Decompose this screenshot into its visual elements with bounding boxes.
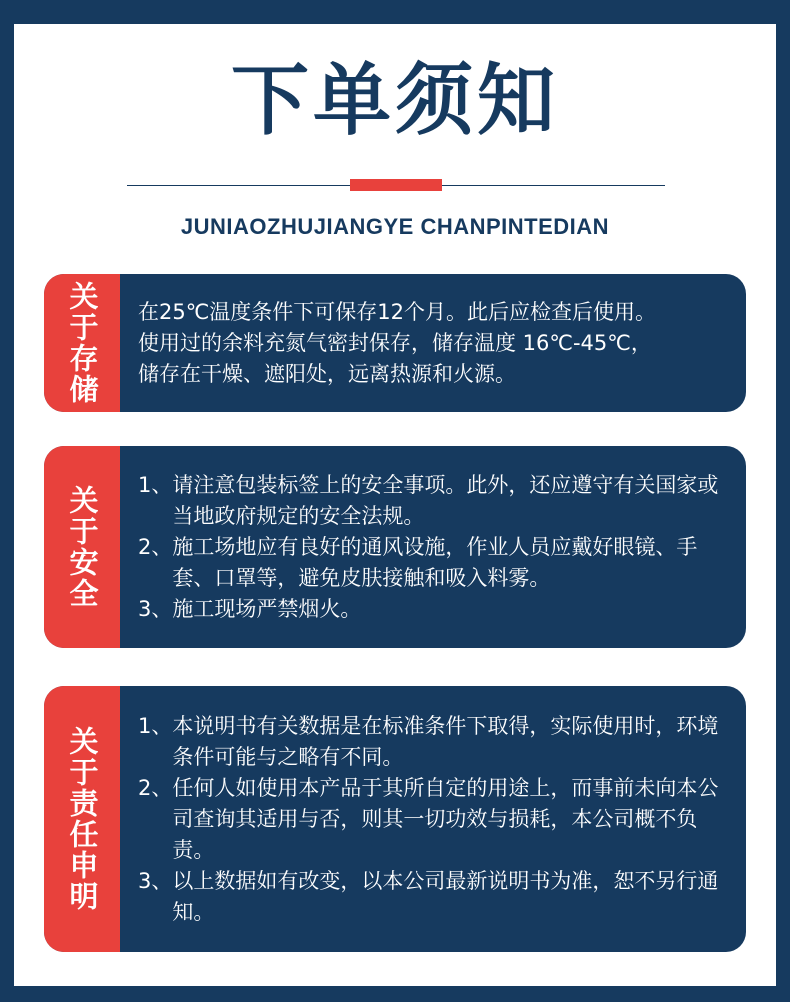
item-text: 以上数据如有改变，以本公司最新说明书为准，恕不另行通知。 (172, 868, 719, 924)
liability-item (138, 711, 734, 773)
storage-line: 使用过的余料充氮气密封保存，储存温度 16℃-45℃， (138, 330, 652, 355)
item-text: 任何人如使用本产品于其所自定的用途上，而事前未向本公司查询其适用与否，则其一切功效与损耗，本公司概不负责。 (172, 775, 719, 862)
storage-tag-label: 关于存储 (65, 281, 100, 405)
storage-tag (44, 274, 120, 412)
safety-body (120, 446, 746, 648)
storage-body (120, 274, 746, 412)
item-text: 请注意包装标签上的安全事项。此外，还应遵守有关国家或当地政府规定的安全法规。 (172, 472, 719, 528)
liability-section (44, 686, 746, 952)
item-number: 1、 (138, 472, 173, 497)
storage-line: 储存在干燥、遮阳处，远离热源和火源。 (138, 361, 516, 386)
liability-body (120, 686, 746, 952)
liability-tag-label: 关于责任申明 (65, 726, 100, 912)
storage-section (44, 274, 746, 412)
item-number: 1、 (138, 713, 173, 738)
item-text: 本说明书有关数据是在标准条件下取得，实际使用时，环境条件可能与之略有不同。 (172, 713, 719, 769)
safety-section (44, 446, 746, 648)
liability-item (138, 866, 734, 928)
page-title: 下单须知 (230, 56, 559, 146)
item-text: 施工场地应有良好的通风设施，作业人员应戴好眼镜、手套、口罩等，避免皮肤接触和吸入料雾。 (172, 534, 698, 590)
safety-item (138, 470, 734, 532)
item-number: 2、 (138, 534, 173, 559)
item-number: 3、 (138, 868, 173, 893)
safety-item (138, 594, 734, 625)
safety-tag-label: 关于安全 (65, 485, 100, 609)
item-text: 施工现场严禁烟火。 (172, 596, 362, 621)
item-number: 2、 (138, 775, 173, 800)
storage-line: 在25℃温度条件下可保存12个月。此后应检查后使用。 (138, 299, 657, 324)
safety-tag (44, 446, 120, 648)
liability-item (138, 773, 734, 866)
page-subtitle: JUNIAOZHUJIANGYE CHANPINTEDIAN (180, 214, 610, 239)
title-accent-bar (350, 179, 442, 191)
safety-item (138, 532, 734, 594)
liability-tag (44, 686, 120, 952)
item-number: 3、 (138, 596, 173, 621)
